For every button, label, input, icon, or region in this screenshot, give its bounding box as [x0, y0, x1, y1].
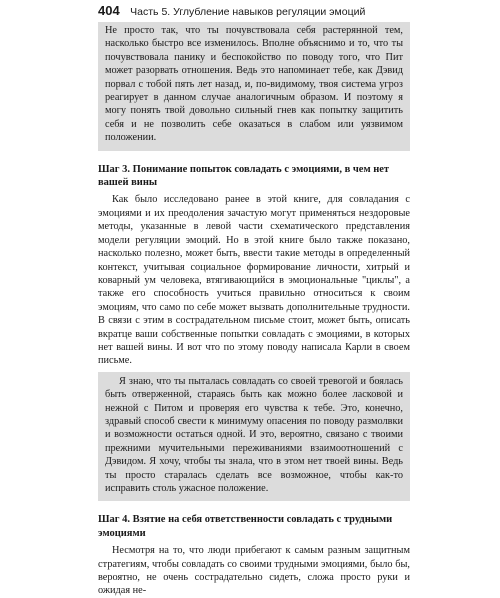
letter-excerpt-middle [98, 372, 410, 502]
letter-paragraph: Я знаю, что ты пыталась совладать со своей тревогой и боялась быть отверженной, стараясь быть как можно более ласковой и нежной с Питом и проверяя его чувства к тебе. Это, конечно, здравый способ свести к минимуму опасения по поводу размолвки и возможности остаться одной. И это, вероятно, связано с твоими прежними мучительными переживаниями взаимоотношений с Дэвидом. Я хочу, чтобы ты знала, что в этом нет твоей вины. Ведь ты просто старалась сделать все возможное, чтобы как-то исправить столь ужасное положение. [105, 375, 403, 494]
step3-paragraph: Как было исследовано ранее в этой книге, для совладания с эмоциями и их преодоления зачастую могут применяться нездоровые методы, указанные в левой части схематического представления модели регуляции эмоций. Но в этой книге было также показано, насколько полезно, может быть, ввести такие методы в определенный контекст, учитывая социальное формирование личности, хитрый и коварный ум человека, втягивающийся в эмоциональные "циклы", а также его способность учиться правильно относиться к своим эмоциям, что само по себе может вызвать дополнительные трудности. В связи с этим в сострадательном письме стоит, может быть, описать вкратце ваши собственные попытки совладать с эмоциями, в которых нет вашей вины. И вот что по этому поводу написала Карли в своем письме. [98, 194, 410, 367]
running-title: Часть 5. Углубление навыков регуляции эмоций [130, 6, 366, 18]
step4-paragraph: Несмотря на то, что люди прибегают к самым разным защитным стратегиям, чтобы совладать со своими трудными эмоциями, было бы, вероятно, не очень сострадательно сидеть, сложа просто руки и ожидая не- [98, 545, 410, 597]
step4-heading: Шаг 4. Взятие на себя ответственности совладать с трудными эмоциями [98, 514, 393, 539]
page-number: 404 [98, 3, 120, 18]
step3-heading: Шаг 3. Понимание попыток совладать с эмоциями, в чем нет вашей вины [98, 163, 390, 189]
letter-excerpt-top [98, 22, 410, 151]
page-header [98, 2, 428, 20]
page-content [98, 22, 410, 598]
letter-paragraph: Не просто так, что ты почувствовала себя растерянной тем, насколько быстро все изменилось. Вполне объяснимо и то, что ты почувствовала панику и беспокойство по поводу того, что Пит может разорвать отношения. Ведь это напоминает тебе, как Дэвид порвал с тобой пять лет назад, и, по-видимому, твоя система угроз реагирует в данном случае аналогичным образом. И поэтому я могу понять твой довольно сильный гнев как попытку защитить себя и не позволить себе оказаться в слабом или уязвимом положении. [105, 25, 403, 144]
